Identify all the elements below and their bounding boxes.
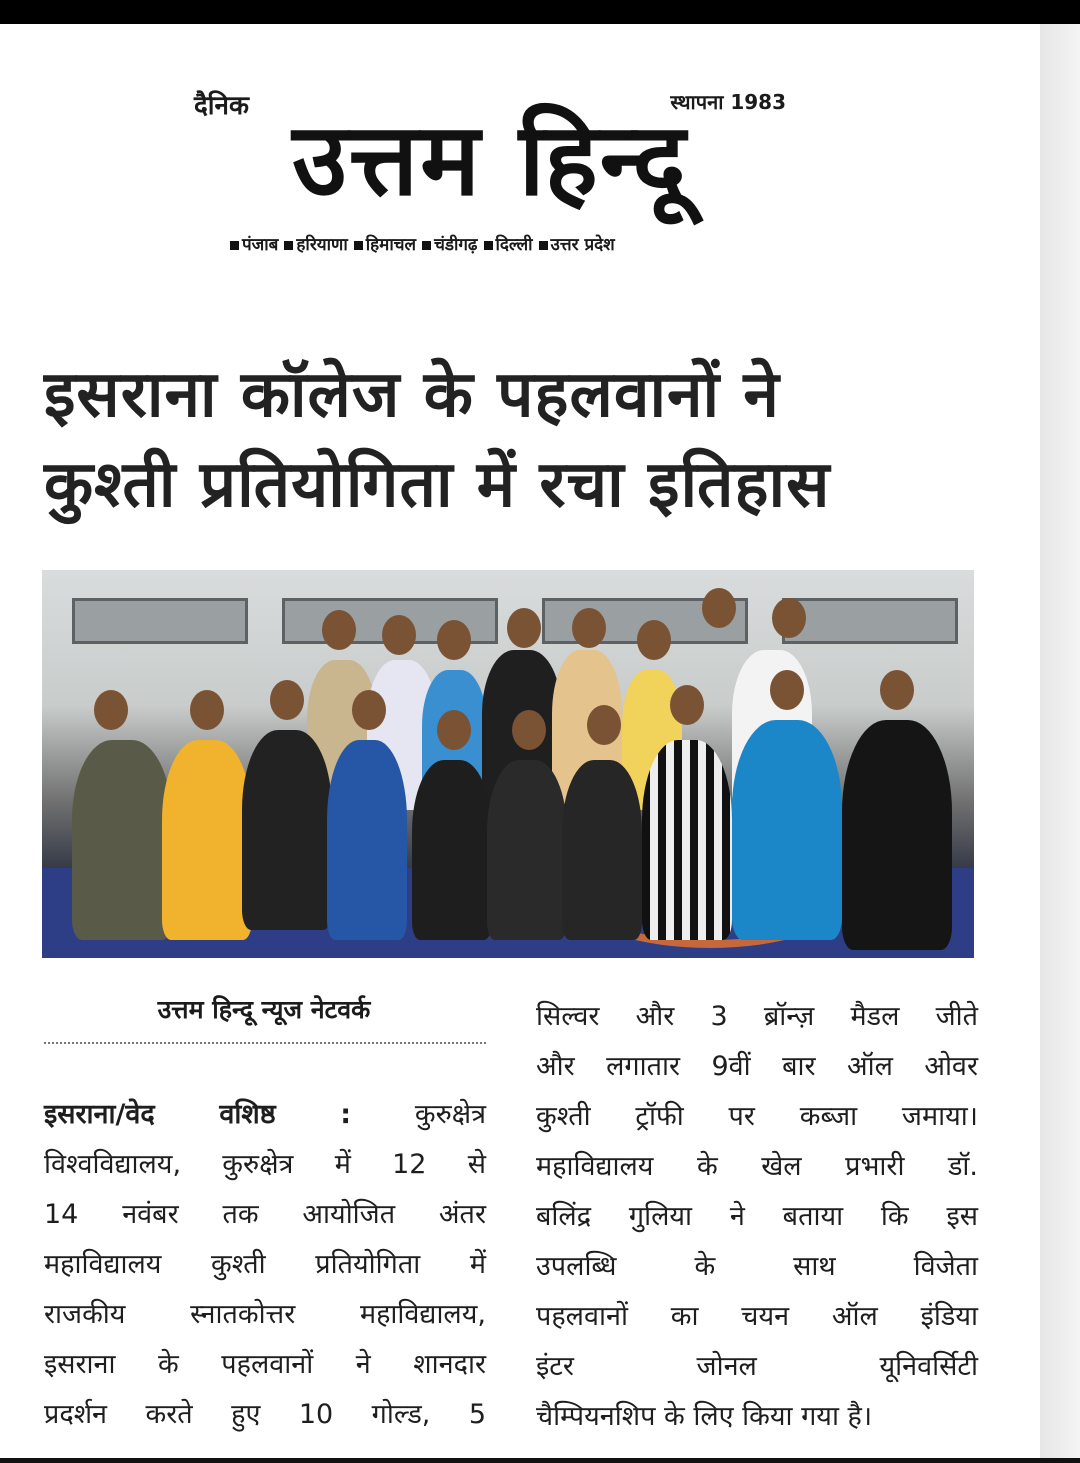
column-line: सिल्वर और 3 ब्रॉन्ज़ मैडल जीते (536, 1001, 978, 1032)
column-line: इसराना/वेद वशिष्ठ : कुरुक्षेत्र (44, 1099, 486, 1130)
region-item: पंजाब (230, 232, 278, 255)
column-line: इंटर जोनल यूनिवर्सिटी (536, 1351, 978, 1382)
region-item: हरियाणा (284, 232, 347, 255)
masthead-daily: दैनिक (194, 91, 249, 121)
region-item: हिमाचल (354, 232, 416, 255)
column-line: बलिंद्र गुलिया ने बताया कि इस (536, 1201, 978, 1232)
masthead (170, 86, 810, 266)
region-item: दिल्ली (484, 232, 533, 255)
dateline: इसराना/वेद वशिष्ठ : (44, 1099, 352, 1130)
column-line: चैम्पियनशिप के लिए किया गया है। (536, 1401, 873, 1432)
column-line: पहलवानों का चयन ऑल इंडिया (536, 1301, 978, 1332)
article-headline (44, 350, 984, 530)
byline-divider (44, 1042, 486, 1044)
column-line: महाविद्यालय कुश्ती प्रतियोगिता में (44, 1249, 486, 1280)
column-line: उपलब्धि के साथ विजेता (536, 1251, 978, 1282)
article-column-2 (536, 992, 978, 1442)
column-line: और लगातार 9वीं बार ऑल ओवर (536, 1051, 978, 1082)
headline-line-1: इसराना कॉलेज के पहलवानों ने (44, 358, 780, 432)
region-list (230, 232, 770, 255)
masthead-founded: स्थापना 1983 (670, 90, 786, 114)
column-line: महाविद्यालय के खेल प्रभारी डॉ. (536, 1151, 978, 1182)
newspaper-name: उत्तम हिन्दू (292, 101, 688, 218)
headline-line-2: कुश्ती प्रतियोगिता में रचा इतिहास (44, 448, 831, 522)
article-column-1 (44, 1090, 486, 1440)
column-line: प्रदर्शन करते हुए 10 गोल्ड, 5 (44, 1399, 486, 1430)
top-bar (0, 0, 1080, 24)
column-line: विश्वविद्यालय, कुरुक्षेत्र में 12 से (44, 1149, 486, 1180)
article-byline: उत्तम हिन्दू न्यूज नेटवर्क (157, 995, 371, 1024)
column-line: राजकीय स्नातकोत्तर महाविद्यालय, (44, 1299, 486, 1330)
group-photo (42, 570, 974, 958)
column-line: कुश्ती ट्रॉफी पर कब्जा जमाया। (536, 1101, 978, 1132)
region-item: उत्तर प्रदेश (539, 232, 615, 255)
column-line: इसराना के पहलवानों ने शानदार (44, 1349, 486, 1380)
region-item: चंडीगढ़ (422, 232, 477, 255)
page-edge-shadow (1040, 24, 1080, 1460)
column-line: 14 नवंबर तक आयोजित अंतर (44, 1199, 486, 1230)
bottom-bar (0, 1458, 1080, 1463)
